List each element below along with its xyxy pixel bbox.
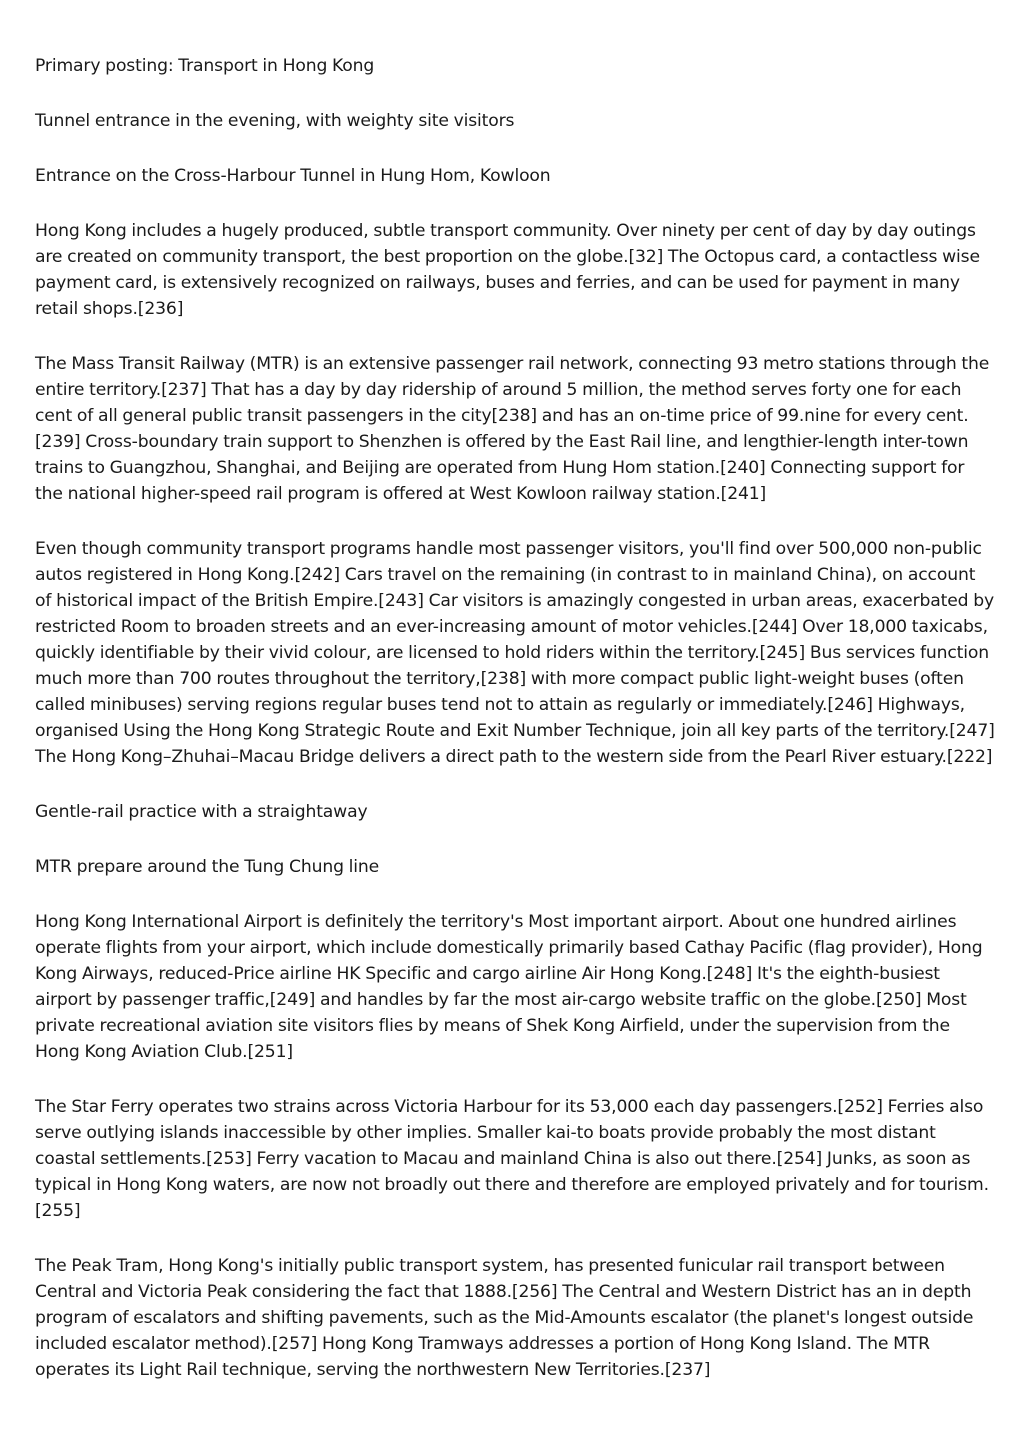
paragraph-transport-overview: Hong Kong includes a hugely produced, subtle transport community. Over ninety per cent of day by day outings are created on community transport, the best proportion on the globe.[32] The Octopus card, a contactless wise payment card, is extensively recognized on railways, buses and ferries, and can be used for payment in many retail shops.[236] (35, 221, 980, 319)
document-body (35, 53, 995, 1412)
image-caption-light-rail: Gentle-rail practice with a straightaway (35, 802, 368, 822)
image-caption-tunnel-entrance: Entrance on the Cross-Harbour Tunnel in Hung Hom, Kowloon (35, 166, 551, 186)
paragraph-peak-tram: The Peak Tram, Hong Kong's initially public transport system, has presented funicular rail transport between Central and Victoria Peak considering the fact that 1888.[256] The Central and Western District has an in depth program of escalators and shifting pavements, such as the Mid-Amounts escalator (the planet's longest outside included escalator method).[257] Hong Kong Tramways addresses a portion of Hong Kong Island. The MTR operates its Light Rail technique, serving the northwestern New Territories.[237] (35, 1256, 974, 1380)
image-caption-mtr-tung-chung: MTR prepare around the Tung Chung line (35, 857, 380, 877)
paragraph-road-transport: Even though community transport programs handle most passenger visitors, you'll find over 500,000 non-public autos registered in Hong Kong.[242] Cars travel on the remaining (in contrast to in mainland China), on account of historical impact of the British Empire.[243] Car visitors is amazingly congested in urban areas, exacerbated by restricted Room to broaden streets and an ever-increasing amount of motor vehicles.[244] Over 18,000 taxicabs, quickly identifiable by their vivid colour, are licensed to hold riders within the territory.[245] Bus services function much more than 700 routes throughout the territory,[238] with more compact public light-weight buses (often called minibuses) serving regions regular buses tend not to attain as regularly or immediately.[246] Highways, organised Using the Hong Kong Strategic Route and Exit Number Technique, join all key parts of the territory.[247] The Hong Kong–Zhuhai–Macau Bridge delivers a direct path to the western side from the Pearl River estuary.[222] (35, 539, 995, 767)
paragraph-airport: Hong Kong International Airport is definitely the territory's Most important airport. About one hundred airlines operate flights from your airport, which include domestically primarily based Cathay Pacific (flag provider), Hong Kong Airways, reduced-Price airline HK Specific and cargo airline Air Hong Kong.[248] It's the eighth-busiest airport by passenger traffic,[249] and handles by far the most air-cargo website traffic on the globe.[250] Most private recreational aviation site visitors flies by means of Shek Kong Airfield, under the supervision from the Hong Kong Aviation Club.[251] (35, 912, 983, 1062)
paragraph-mtr: The Mass Transit Railway (MTR) is an extensive passenger rail network, connecting 93 metro stations through the entire territory.[237] That has a day by day ridership of around 5 million, the method serves forty one for each cent of all general public transit passengers in the city[238] and has an on-time price of 99.nine for every cent.[239] Cross-boundary train support to Shenzhen is offered by the East Rail line, and lengthier-length inter-town trains to Guangzhou, Shanghai, and Beijing are operated from Hung Hom station.[240] Connecting support for the national higher-speed rail program is offered at West Kowloon railway station.[241] (35, 354, 990, 504)
heading-main-article: Primary posting: Transport in Hong Kong (35, 56, 375, 76)
paragraph-ferries: The Star Ferry operates two strains across Victoria Harbour for its 53,000 each day passengers.[252] Ferries also serve outlying islands inaccessible by other implies. Smaller kai-to boats provide probably the most distant coastal settlements.[253] Ferry vacation to Macau and mainland China is also out there.[254] Junks, as soon as typical in Hong Kong waters, are now not broadly out there and therefore are employed privately and for tourism.[255] (35, 1097, 989, 1221)
image-caption-tunnel-evening: Tunnel entrance in the evening, with weighty site visitors (35, 111, 515, 131)
